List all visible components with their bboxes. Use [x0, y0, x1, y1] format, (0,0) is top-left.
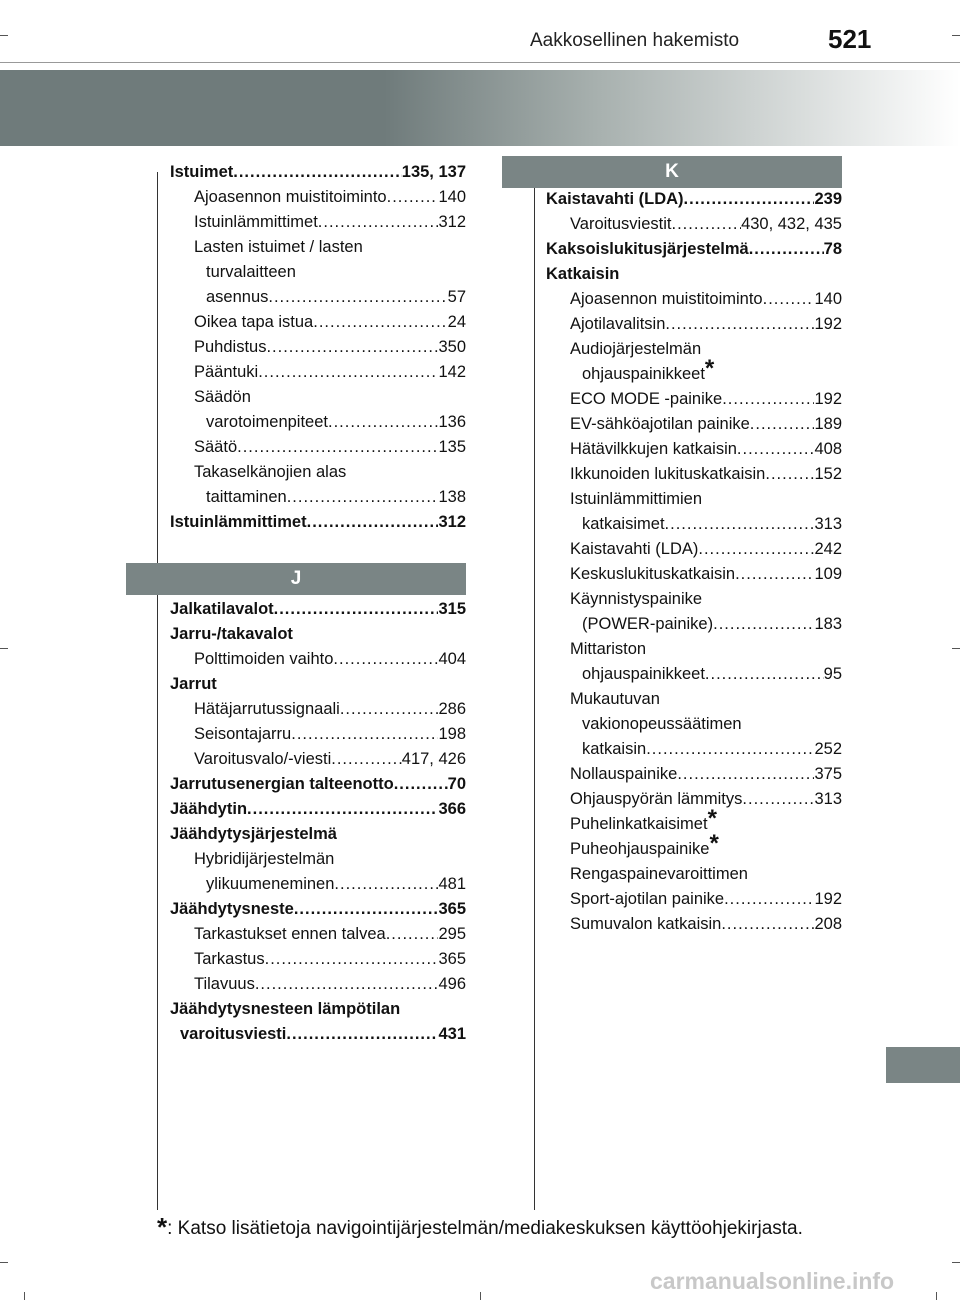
- index-entry: [170, 722, 466, 747]
- index-entry: [546, 912, 842, 937]
- entry-label: Ajotilavalitsin: [570, 315, 666, 333]
- entry-label: Hätäjarrutussignaali: [194, 700, 340, 718]
- crop-mark: [24, 1292, 25, 1300]
- index-entry: [170, 597, 466, 622]
- index-entry: [546, 237, 842, 262]
- index-column-right-k: [546, 187, 842, 937]
- footnote: [157, 1212, 803, 1242]
- entry-label: Jarrutusenergian talteenotto: [170, 775, 394, 793]
- entry-page: 313: [814, 515, 842, 533]
- column-divider-middle: [534, 172, 535, 1210]
- entry-page: 192: [814, 890, 842, 908]
- index-entry: Jäähdytysjärjestelmä: [170, 825, 337, 843]
- crop-mark: [0, 648, 8, 649]
- entry-page: 78: [823, 240, 842, 258]
- header-banner: [0, 70, 960, 146]
- entry-label: Puheohjauspainike: [570, 840, 710, 858]
- entry-page: 417, 426: [401, 750, 466, 768]
- header-title: Aakkosellinen hakemisto: [530, 30, 740, 51]
- entry-label: taittaminen: [206, 488, 287, 506]
- crop-mark: [0, 1262, 8, 1263]
- index-entry: [170, 972, 466, 997]
- entry-label: katkaisimet: [582, 515, 665, 533]
- entry-label: Jäähdytysneste: [170, 900, 294, 918]
- entry-page: 365: [438, 950, 466, 968]
- index-entry: [170, 510, 466, 535]
- entry-page: 295: [438, 925, 466, 943]
- entry-page: 481: [438, 875, 466, 893]
- index-entry: Mittariston: [570, 640, 647, 658]
- entry-label: Kaksoislukitusjärjestelmä: [546, 240, 749, 258]
- index-entry: [170, 210, 466, 235]
- index-entry: [170, 435, 466, 460]
- entry-page: 496: [438, 975, 466, 993]
- entry-page: 57: [447, 288, 466, 306]
- index-entry: Lasten istuimet / lasten: [194, 238, 363, 256]
- index-entry: Audiojärjestelmän: [570, 340, 702, 358]
- index-entry: [546, 887, 842, 912]
- index-entry: Rengaspainevaroittimen: [570, 865, 748, 883]
- index-entry: [546, 537, 842, 562]
- index-entry: [170, 872, 466, 897]
- entry-label: katkaisin: [582, 740, 647, 758]
- index-entry: [170, 485, 466, 510]
- index-entry: [546, 562, 842, 587]
- index-entry: [546, 787, 842, 812]
- entry-label: Puhdistus: [194, 338, 267, 356]
- index-entry: Istuinlämmittimien: [570, 490, 703, 508]
- entry-page: 140: [814, 290, 842, 308]
- index-entry: [546, 312, 842, 337]
- index-entry: [170, 410, 466, 435]
- entry-page: 24: [447, 313, 466, 331]
- crop-mark: [952, 648, 960, 649]
- entry-label: Istuimet: [170, 163, 234, 181]
- entry-page: 95: [823, 665, 842, 683]
- entry-label: Sport-ajotilan painike: [570, 890, 725, 908]
- index-entry: Katkaisin: [546, 265, 620, 283]
- entry-label: Nollauspainike: [570, 765, 678, 783]
- index-entry: [546, 355, 842, 387]
- index-entry: [170, 922, 466, 947]
- entry-page: 365: [438, 900, 466, 918]
- entry-label: EV-sähköajotilan painike: [570, 415, 750, 433]
- entry-label: Pääntuki: [194, 363, 259, 381]
- index-entry: [546, 387, 842, 412]
- entry-page: 140: [438, 188, 466, 206]
- index-entry: [170, 1022, 466, 1047]
- entry-page: 242: [814, 540, 842, 558]
- index-entry: [170, 697, 466, 722]
- entry-page: 430, 432, 435: [741, 215, 842, 233]
- entry-page: 109: [814, 565, 842, 583]
- index-entry: Hybridijärjestelmän: [194, 850, 335, 868]
- watermark: carmanualsonline.info: [650, 1268, 895, 1294]
- entry-page: 366: [438, 800, 466, 818]
- entry-label: Tilavuus: [194, 975, 255, 993]
- entry-page: 192: [814, 390, 842, 408]
- index-entry: [546, 187, 842, 212]
- index-entry: Jarrut: [170, 675, 217, 693]
- entry-page: 183: [814, 615, 842, 633]
- index-entry: [170, 947, 466, 972]
- entry-label: Ikkunoiden lukituskatkaisin: [570, 465, 766, 483]
- entry-page: 208: [814, 915, 842, 933]
- footnote-text: : Katso lisätietoja navigointijärjestelmän/mediakeskuksen käyttöohjekirjasta.: [167, 1218, 803, 1239]
- entry-page: 192: [814, 315, 842, 333]
- crop-mark: [0, 35, 8, 36]
- index-entry: [170, 310, 466, 335]
- entry-label: ECO MODE -painike: [570, 390, 723, 408]
- entry-label: (POWER-painike): [582, 615, 714, 633]
- entry-label: Jäähdytin: [170, 800, 248, 818]
- index-column-left-i: [170, 160, 466, 535]
- entry-label: Istuinlämmittimet: [194, 213, 318, 231]
- index-entry: [170, 747, 466, 772]
- entry-page: 312: [438, 213, 466, 231]
- crop-mark: [480, 1292, 481, 1300]
- index-entry: vakionopeussäätimen: [582, 715, 742, 733]
- entry-label: varoitusviesti: [180, 1025, 287, 1043]
- entry-label: Jalkatilavalot: [170, 600, 274, 618]
- index-entry: [546, 462, 842, 487]
- index-entry: [170, 335, 466, 360]
- entry-label: Seisontajarru: [194, 725, 292, 743]
- index-entry: [170, 772, 466, 797]
- index-entry: [170, 360, 466, 385]
- footnote-star-marker: *: [709, 830, 719, 857]
- entry-page: 138: [438, 488, 466, 506]
- index-entry: [170, 797, 466, 822]
- index-entry: Säädön: [194, 388, 251, 406]
- index-entry: [170, 647, 466, 672]
- entry-page: 286: [438, 700, 466, 718]
- index-entry: [546, 612, 842, 637]
- footnote-star-marker: *: [704, 355, 715, 382]
- entry-label: varotoimenpiteet: [206, 413, 328, 431]
- page-number: 521: [828, 24, 872, 54]
- entry-label: Kaistavahti (LDA): [570, 540, 699, 558]
- entry-label: Istuinlämmittimet: [170, 513, 307, 531]
- crop-mark: [952, 1262, 960, 1263]
- entry-page: 135: [438, 438, 466, 456]
- entry-label: Ohjauspyörän lämmitys: [570, 790, 743, 808]
- entry-label: Hätävilkkujen katkaisin: [570, 440, 737, 458]
- entry-page: 315: [438, 600, 466, 618]
- index-entry: [546, 437, 842, 462]
- entry-label: Varoitusviestit: [570, 215, 672, 233]
- entry-page: 189: [814, 415, 842, 433]
- entry-page: 350: [438, 338, 466, 356]
- index-entry: [546, 737, 842, 762]
- entry-label: Ajoasennon muistitoiminto: [570, 290, 763, 308]
- section-header-j: J: [126, 563, 466, 595]
- section-header-k: K: [502, 156, 842, 188]
- entry-page: 136: [438, 413, 466, 431]
- entry-page: 152: [814, 465, 842, 483]
- entry-label: Tarkastukset ennen talvea: [194, 925, 386, 943]
- entry-page: 135, 137: [401, 163, 466, 181]
- side-thumb-tab: [886, 1047, 960, 1083]
- footnote-star-marker: *: [707, 805, 717, 832]
- crop-mark: [936, 1292, 937, 1300]
- crop-mark: [952, 35, 960, 36]
- index-entry: Takaselkänojien alas: [194, 463, 347, 481]
- column-divider-left: [157, 172, 158, 1210]
- index-entry: [170, 160, 466, 185]
- entry-label: Varoitusvalo/-viesti: [194, 750, 332, 768]
- entry-label: ohjauspainikkeet: [582, 365, 705, 383]
- footnote-star: *: [157, 1212, 168, 1242]
- entry-label: Sumuvalon katkaisin: [570, 915, 722, 933]
- entry-label: Kaistavahti (LDA): [546, 190, 684, 208]
- entry-label: Polttimoiden vaihto: [194, 650, 334, 668]
- index-entry: Mukautuvan: [570, 690, 660, 708]
- index-entry: [546, 412, 842, 437]
- entry-page: 408: [814, 440, 842, 458]
- entry-page: 431: [438, 1025, 466, 1043]
- index-entry: [546, 512, 842, 537]
- index-entry: Jarru-/takavalot: [170, 625, 293, 643]
- index-entry: [546, 830, 842, 862]
- entry-label: Keskuslukituskatkaisin: [570, 565, 736, 583]
- entry-page: 239: [814, 190, 842, 208]
- index-entry: [170, 285, 466, 310]
- header-rule: [0, 62, 960, 63]
- index-entry: [546, 212, 842, 237]
- index-entry: [170, 897, 466, 922]
- entry-page: 70: [447, 775, 466, 793]
- index-entry: Käynnistyspainike: [570, 590, 703, 608]
- index-entry: [546, 287, 842, 312]
- entry-label: Oikea tapa istua: [194, 313, 314, 331]
- entry-label: Puhelinkatkaisimet: [570, 815, 708, 833]
- index-column-left-j: [170, 597, 466, 1047]
- index-entry: [170, 185, 466, 210]
- entry-page: 404: [438, 650, 466, 668]
- index-entry: [546, 762, 842, 787]
- entry-label: Tarkastus: [194, 950, 265, 968]
- index-entry: Jäähdytysnesteen lämpötilan: [170, 1000, 401, 1018]
- entry-page: 252: [814, 740, 842, 758]
- entry-label: asennus: [206, 288, 269, 306]
- entry-page: 312: [438, 513, 466, 531]
- entry-label: Säätö: [194, 438, 238, 456]
- entry-label: Ajoasennon muistitoiminto: [194, 188, 387, 206]
- entry-page: 198: [438, 725, 466, 743]
- entry-page: 313: [814, 790, 842, 808]
- entry-label: ylikuumeneminen: [206, 875, 335, 893]
- entry-label: ohjauspainikkeet: [582, 665, 705, 683]
- index-entry: turvalaitteen: [206, 263, 296, 281]
- index-entry: [546, 805, 842, 837]
- entry-page: 375: [814, 765, 842, 783]
- index-entry: [546, 662, 842, 687]
- entry-page: 142: [438, 363, 466, 381]
